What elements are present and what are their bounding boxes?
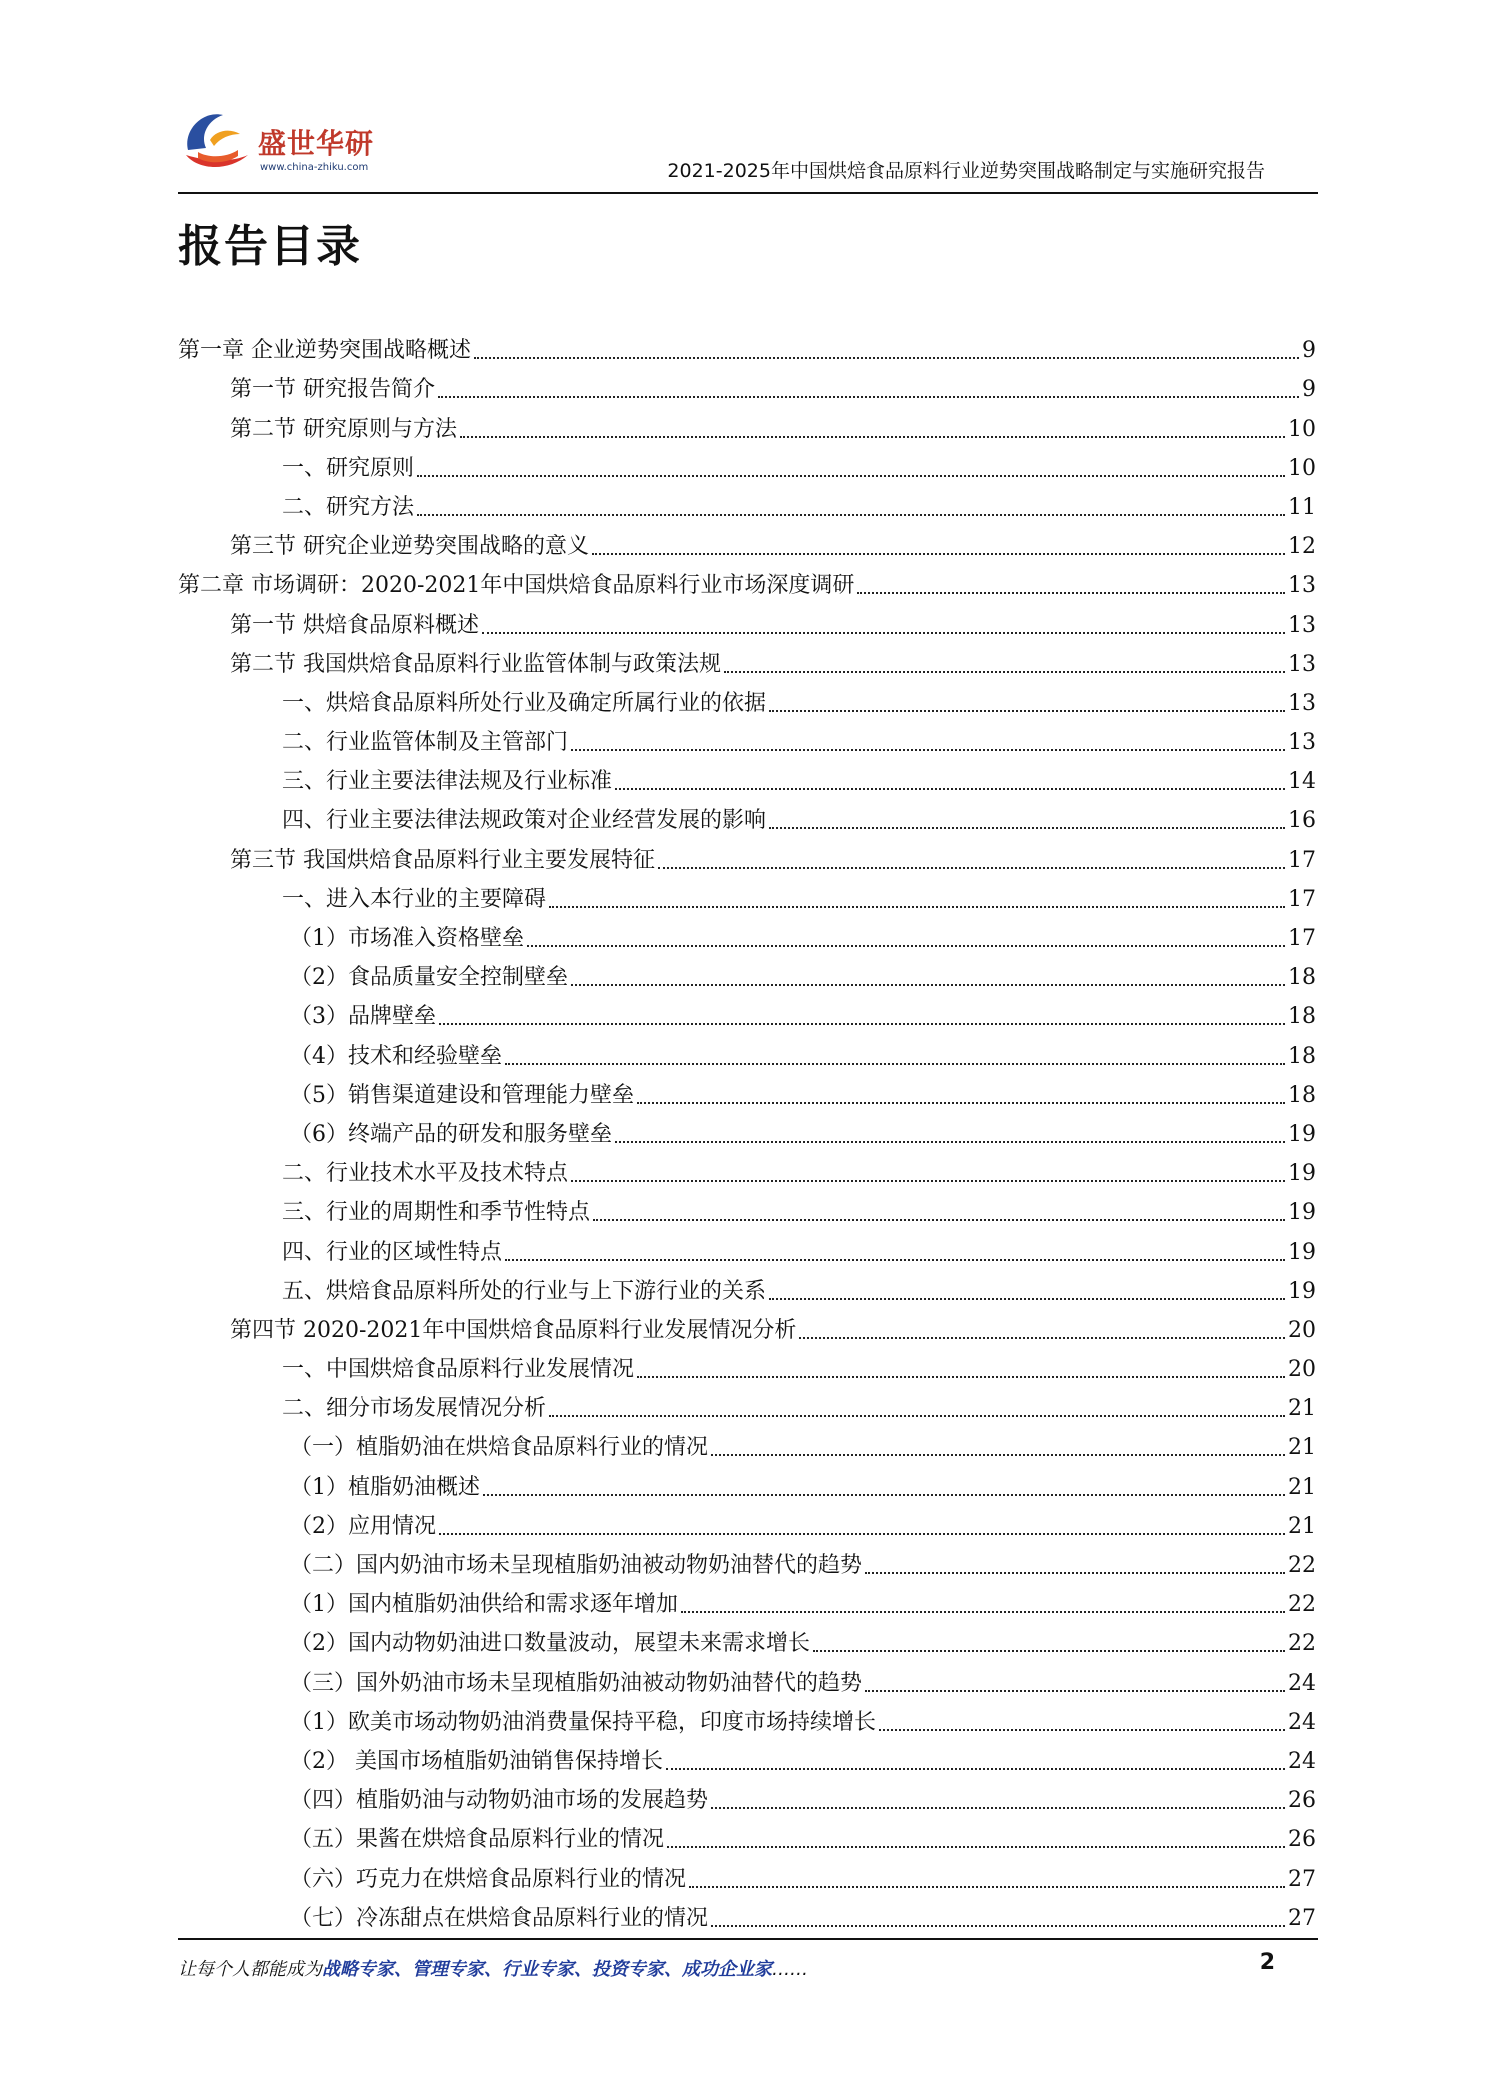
- toc-leader-dots: [711, 1925, 1285, 1927]
- toc-entry-page: 26: [1288, 1788, 1316, 1814]
- toc-leader-dots: [527, 945, 1285, 947]
- toc-entry-page: 22: [1288, 1553, 1316, 1578]
- toc-entry[interactable]: [178, 1815, 1316, 1854]
- toc-entry-label: 四、行业的区域性特点: [282, 1239, 503, 1265]
- toc-entry-page: 17: [1288, 926, 1316, 951]
- toc-entry[interactable]: [178, 483, 1316, 522]
- toc-entry[interactable]: [178, 1502, 1316, 1541]
- toc-leader-dots: [865, 1690, 1285, 1692]
- toc-entry[interactable]: [178, 1462, 1316, 1501]
- toc-entry-label: 第一节 烘焙食品原料概述: [230, 612, 479, 638]
- logo-name: 盛世华研: [258, 127, 375, 160]
- footer-slogan-prefix: 让每个人都能成为: [178, 1959, 322, 1980]
- toc-entry-label: 四、行业主要法律法规政策对企业经营发展的影响: [282, 808, 767, 834]
- toc-leader-dots: [666, 1768, 1285, 1770]
- toc-entry-label: （3）品牌壁垒: [290, 1004, 436, 1030]
- toc-entry-page: 20: [1288, 1357, 1316, 1383]
- toc-entry[interactable]: [178, 757, 1316, 796]
- page-title: 报告目录: [178, 221, 362, 272]
- toc-leader-dots: [593, 1219, 1285, 1221]
- toc-entry-page: 27: [1288, 1905, 1316, 1931]
- toc-entry-page: 13: [1288, 690, 1316, 716]
- toc-leader-dots: [615, 788, 1285, 790]
- toc-entry[interactable]: [178, 1188, 1316, 1227]
- toc-entry-label: 第三节 研究企业逆势突围战略的意义: [230, 534, 589, 560]
- toc-entry-page: 24: [1288, 1670, 1316, 1696]
- toc-entry-label: 一、研究原则: [282, 455, 415, 481]
- toc-entry-page: 18: [1288, 1004, 1316, 1030]
- toc-entry[interactable]: [178, 1306, 1316, 1345]
- toc-entry-page: 19: [1288, 1278, 1316, 1304]
- toc-entry-label: 第一节 研究报告简介: [230, 377, 435, 403]
- toc-entry[interactable]: [178, 404, 1316, 443]
- toc-entry[interactable]: [178, 1267, 1316, 1306]
- toc-entry[interactable]: [178, 1110, 1316, 1149]
- toc-entry[interactable]: [178, 1698, 1316, 1737]
- header-title: 2021-2025年中国烘焙食品原料行业逆势突围战略制定与实施研究报告: [667, 160, 1265, 182]
- toc-entry[interactable]: [178, 1580, 1316, 1619]
- toc-entry-page: 22: [1288, 1631, 1316, 1657]
- toc-entry-page: 21: [1288, 1474, 1316, 1500]
- toc-entry[interactable]: [178, 1384, 1316, 1423]
- toc-entry-page: 19: [1288, 1239, 1316, 1265]
- toc-entry[interactable]: [178, 718, 1316, 757]
- toc-leader-dots: [417, 514, 1285, 516]
- toc-entry-label: 三、行业主要法律法规及行业标准: [282, 769, 613, 795]
- toc-leader-dots: [769, 710, 1285, 712]
- toc-entry-label: （四）植脂奶油与动物奶油市场的发展趋势: [290, 1788, 709, 1814]
- toc-leader-dots: [615, 1141, 1285, 1143]
- toc-entry-label: 一、中国烘焙食品原料行业发展情况: [282, 1357, 635, 1383]
- toc-leader-dots: [549, 1415, 1285, 1417]
- toc-entry-label: 一、进入本行业的主要障碍: [282, 886, 547, 912]
- footer-slogan: [178, 1955, 808, 1981]
- header-divider: [178, 192, 1318, 194]
- toc-entry-page: 17: [1288, 847, 1316, 873]
- toc-entry-page: 18: [1288, 1043, 1316, 1069]
- toc-entry-label: 二、行业技术水平及技术特点: [282, 1161, 569, 1187]
- toc-entry-label: （2）应用情况: [290, 1513, 436, 1539]
- toc-entry-label: （4）技术和经验壁垒: [290, 1043, 502, 1069]
- toc-entry-label: 第三节 我国烘焙食品原料行业主要发展特征: [230, 847, 655, 873]
- toc-entry-page: 21: [1288, 1513, 1316, 1539]
- toc-entry-label: 二、研究方法: [282, 494, 415, 520]
- toc-entry[interactable]: [178, 365, 1316, 404]
- toc-entry-page: 17: [1288, 886, 1316, 912]
- toc-entry-label: 二、行业监管体制及主管部门: [282, 730, 569, 756]
- toc-leader-dots: [637, 1102, 1285, 1104]
- toc-entry-page: 10: [1288, 416, 1316, 442]
- toc-leader-dots: [571, 749, 1285, 751]
- toc-entry[interactable]: [178, 1776, 1316, 1815]
- footer-slogan-suffix: ……: [772, 1959, 808, 1980]
- toc-entry-label: 第一章 企业逆势突围战略概述: [178, 338, 471, 364]
- toc-entry-label: 五、烘焙食品原料所处的行业与上下游行业的关系: [282, 1278, 767, 1304]
- toc-entry-label: 第二节 研究原则与方法: [230, 416, 457, 442]
- toc-entry-label: （2） 美国市场植脂奶油销售保持增长: [290, 1748, 663, 1774]
- toc-entry-page: 24: [1288, 1709, 1316, 1735]
- toc-entry[interactable]: [178, 1031, 1316, 1070]
- toc-entry-page: 14: [1288, 769, 1316, 795]
- toc-leader-dots: [681, 1611, 1285, 1613]
- toc-entry-label: （二）国内奶油市场未呈现植脂奶油被动物奶油替代的趋势: [290, 1553, 863, 1578]
- toc-entry-page: 21: [1288, 1396, 1316, 1422]
- toc-leader-dots: [571, 984, 1285, 986]
- company-logo: [178, 100, 388, 182]
- toc-entry[interactable]: [178, 1854, 1316, 1893]
- toc-entry-label: （2）国内动物奶油进口数量波动，展望未来需求增长: [290, 1631, 810, 1657]
- toc-entry-label: 第二节 我国烘焙食品原料行业监管体制与政策法规: [230, 651, 721, 677]
- toc-entry-page: 9: [1302, 338, 1316, 364]
- toc-leader-dots: [549, 906, 1285, 908]
- toc-entry[interactable]: [178, 1737, 1316, 1776]
- footer-slogan-highlight: 战略专家、管理专家、行业专家、投资专家、成功企业家: [322, 1959, 772, 1980]
- toc-leader-dots: [667, 1846, 1285, 1848]
- toc-entry-page: 13: [1288, 651, 1316, 677]
- logo-emblem-icon: [178, 100, 258, 180]
- toc-entry-label: （1）市场准入资格壁垒: [290, 926, 524, 951]
- toc-entry-label: （三）国外奶油市场未呈现植脂奶油被动物奶油替代的趋势: [290, 1670, 863, 1696]
- toc-entry[interactable]: [178, 1149, 1316, 1188]
- toc-entry[interactable]: [178, 640, 1316, 679]
- toc-leader-dots: [637, 1376, 1285, 1378]
- toc-entry-page: 13: [1288, 573, 1316, 599]
- toc-entry[interactable]: [178, 1619, 1316, 1658]
- toc-leader-dots: [857, 592, 1285, 594]
- toc-entry-page: 21: [1288, 1435, 1316, 1461]
- toc-entry-label: 二、细分市场发展情况分析: [282, 1396, 547, 1422]
- toc-entry[interactable]: [178, 1227, 1316, 1266]
- toc-entry[interactable]: [178, 326, 1316, 365]
- toc-entry-page: 12: [1288, 534, 1316, 560]
- toc-entry-page: 16: [1288, 808, 1316, 834]
- toc-entry-page: 22: [1288, 1592, 1316, 1618]
- toc-entry-label: （五）果酱在烘焙食品原料行业的情况: [290, 1827, 665, 1853]
- toc-leader-dots: [439, 1533, 1285, 1535]
- toc-leader-dots: [474, 357, 1299, 359]
- toc-leader-dots: [879, 1729, 1285, 1731]
- toc-leader-dots: [439, 1023, 1285, 1025]
- toc-entry-page: 13: [1288, 612, 1316, 638]
- toc-leader-dots: [460, 436, 1285, 438]
- toc-entry[interactable]: [178, 875, 1316, 914]
- toc-leader-dots: [483, 1494, 1285, 1496]
- toc-entry[interactable]: [178, 1423, 1316, 1462]
- toc-leader-dots: [689, 1886, 1285, 1888]
- toc-entry[interactable]: [178, 600, 1316, 639]
- toc-entry-label: （六）巧克力在烘焙食品原料行业的情况: [290, 1866, 687, 1892]
- toc-entry[interactable]: [178, 444, 1316, 483]
- toc-leader-dots: [438, 396, 1299, 398]
- toc-entry-page: 24: [1288, 1748, 1316, 1774]
- toc-entry[interactable]: [178, 1658, 1316, 1697]
- toc-entry-label: 第二章 市场调研：2020-2021年中国烘焙食品原料行业市场深度调研: [178, 573, 855, 599]
- toc-leader-dots: [799, 1337, 1285, 1339]
- toc-leader-dots: [571, 1180, 1285, 1182]
- toc-leader-dots: [769, 827, 1285, 829]
- toc-entry-page: 26: [1288, 1827, 1316, 1853]
- toc-entry-page: 19: [1288, 1161, 1316, 1187]
- toc-leader-dots: [724, 671, 1285, 673]
- toc-leader-dots: [769, 1298, 1285, 1300]
- toc-entry-label: （6）终端产品的研发和服务壁垒: [290, 1121, 612, 1147]
- toc-entry[interactable]: [178, 1541, 1316, 1580]
- toc-entry[interactable]: [178, 835, 1316, 874]
- toc-entry-page: 10: [1288, 455, 1316, 481]
- toc-entry[interactable]: [178, 1894, 1316, 1933]
- toc-leader-dots: [505, 1063, 1285, 1065]
- toc-entry-page: 18: [1288, 965, 1316, 991]
- toc-entry-page: 18: [1288, 1082, 1316, 1108]
- toc-leader-dots: [711, 1454, 1285, 1456]
- logo-url: www.china-zhiku.com: [260, 162, 369, 173]
- toc-entry-label: 三、行业的周期性和季节性特点: [282, 1200, 591, 1226]
- toc-entry-page: 19: [1288, 1121, 1316, 1147]
- toc-entry[interactable]: [178, 679, 1316, 718]
- toc-entry-page: 9: [1302, 377, 1316, 403]
- toc-entry[interactable]: [178, 522, 1316, 561]
- toc-entry-label: （一）植脂奶油在烘焙食品原料行业的情况: [290, 1435, 709, 1461]
- toc-entry-page: 13: [1288, 730, 1316, 756]
- toc-leader-dots: [711, 1807, 1285, 1809]
- toc-entry[interactable]: [178, 953, 1316, 992]
- toc-entry-label: （5）销售渠道建设和管理能力壁垒: [290, 1082, 634, 1108]
- toc-entry-page: 11: [1288, 494, 1316, 520]
- toc-entry[interactable]: [178, 561, 1316, 600]
- toc-leader-dots: [813, 1650, 1285, 1652]
- toc-leader-dots: [505, 1259, 1285, 1261]
- toc-entry-label: 一、烘焙食品原料所处行业及确定所属行业的依据: [282, 690, 767, 716]
- toc-entry[interactable]: [178, 1071, 1316, 1110]
- toc-entry[interactable]: [178, 1345, 1316, 1384]
- toc-entry[interactable]: [178, 992, 1316, 1031]
- toc-leader-dots: [482, 632, 1285, 634]
- toc-entry-label: （七）冷冻甜点在烘焙食品原料行业的情况: [290, 1905, 709, 1931]
- toc-leader-dots: [658, 867, 1285, 869]
- toc-entry-label: （1）植脂奶油概述: [290, 1474, 480, 1500]
- footer-divider: [178, 1938, 1318, 1940]
- toc-leader-dots: [592, 553, 1285, 555]
- toc-entry[interactable]: [178, 796, 1316, 835]
- toc-entry-label: 第四节 2020-2021年中国烘焙食品原料行业发展情况分析: [230, 1317, 797, 1343]
- toc-entry-label: （1）欧美市场动物奶油消费量保持平稳，印度市场持续增长: [290, 1709, 876, 1735]
- page-number: 2: [1259, 1950, 1275, 1975]
- toc-entry[interactable]: [178, 914, 1316, 953]
- toc-entry-page: 20: [1288, 1317, 1316, 1343]
- toc-leader-dots: [865, 1572, 1285, 1574]
- toc-entry-page: 27: [1288, 1866, 1316, 1892]
- table-of-contents: [178, 326, 1316, 1933]
- toc-entry-page: 19: [1288, 1200, 1316, 1226]
- toc-leader-dots: [417, 475, 1285, 477]
- toc-entry-label: （2）食品质量安全控制壁垒: [290, 965, 568, 991]
- toc-entry-label: （1）国内植脂奶油供给和需求逐年增加: [290, 1592, 678, 1618]
